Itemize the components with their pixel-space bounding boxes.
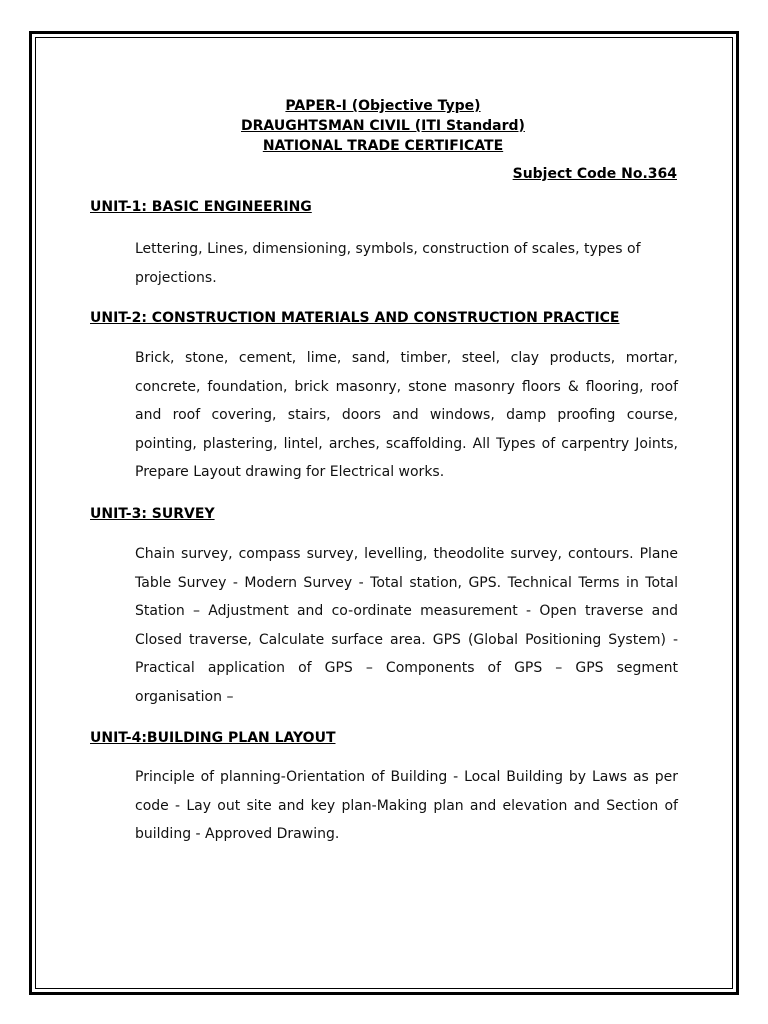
unit-2-title: UNIT-2: CONSTRUCTION MATERIALS AND CONSTRUCTION PRACTICE — [90, 310, 620, 326]
unit-4-body: Principle of planning-Orientation of Building - Local Building by Laws as per code - Lay out site and key plan-Making plan and elevation and Section of building - Approved Drawing. — [135, 769, 678, 843]
heading-certificate: NATIONAL TRADE CERTIFICATE — [262, 138, 504, 154]
unit-3-body: Chain survey, compass survey, levelling, theodolite survey, contours. Plane Table Survey - Modern Survey - Total station, GPS. Technical Terms in Total Station – Adjustment and co-ordinate measurement - Open traverse and Closed traverse, Calculate surface area. GPS (Global Positioning System) - Practical application of GPS – Components of GPS – GPS segment organisation – — [135, 546, 678, 705]
unit-3-title: UNIT-3: SURVEY — [90, 506, 215, 522]
heading-paper-type: PAPER-I (Objective Type) — [285, 98, 481, 114]
unit-1-title: UNIT-1: BASIC ENGINEERING — [90, 199, 312, 215]
unit-1-body: Lettering, Lines, dimensioning, symbols, construction of scales, types of projections. — [135, 241, 641, 286]
unit-2-body: Brick, stone, cement, lime, sand, timber, steel, clay products, mortar, concrete, foundation, brick masonry, stone masonry floors & flooring, roof and roof covering, stairs, doors and windows, damp proofing course, pointing, plastering, lintel, arches, scaffolding. All Types of carpentry Joints, Prepare Layout drawing for Electrical works. — [135, 350, 678, 481]
unit-4-title: UNIT-4:BUILDING PLAN LAYOUT — [90, 730, 336, 746]
subject-code: Subject Code No.364 — [512, 166, 677, 182]
document-heading — [88, 96, 678, 156]
heading-trade-name: DRAUGHTSMAN CIVIL (ITI Standard) — [241, 118, 525, 134]
